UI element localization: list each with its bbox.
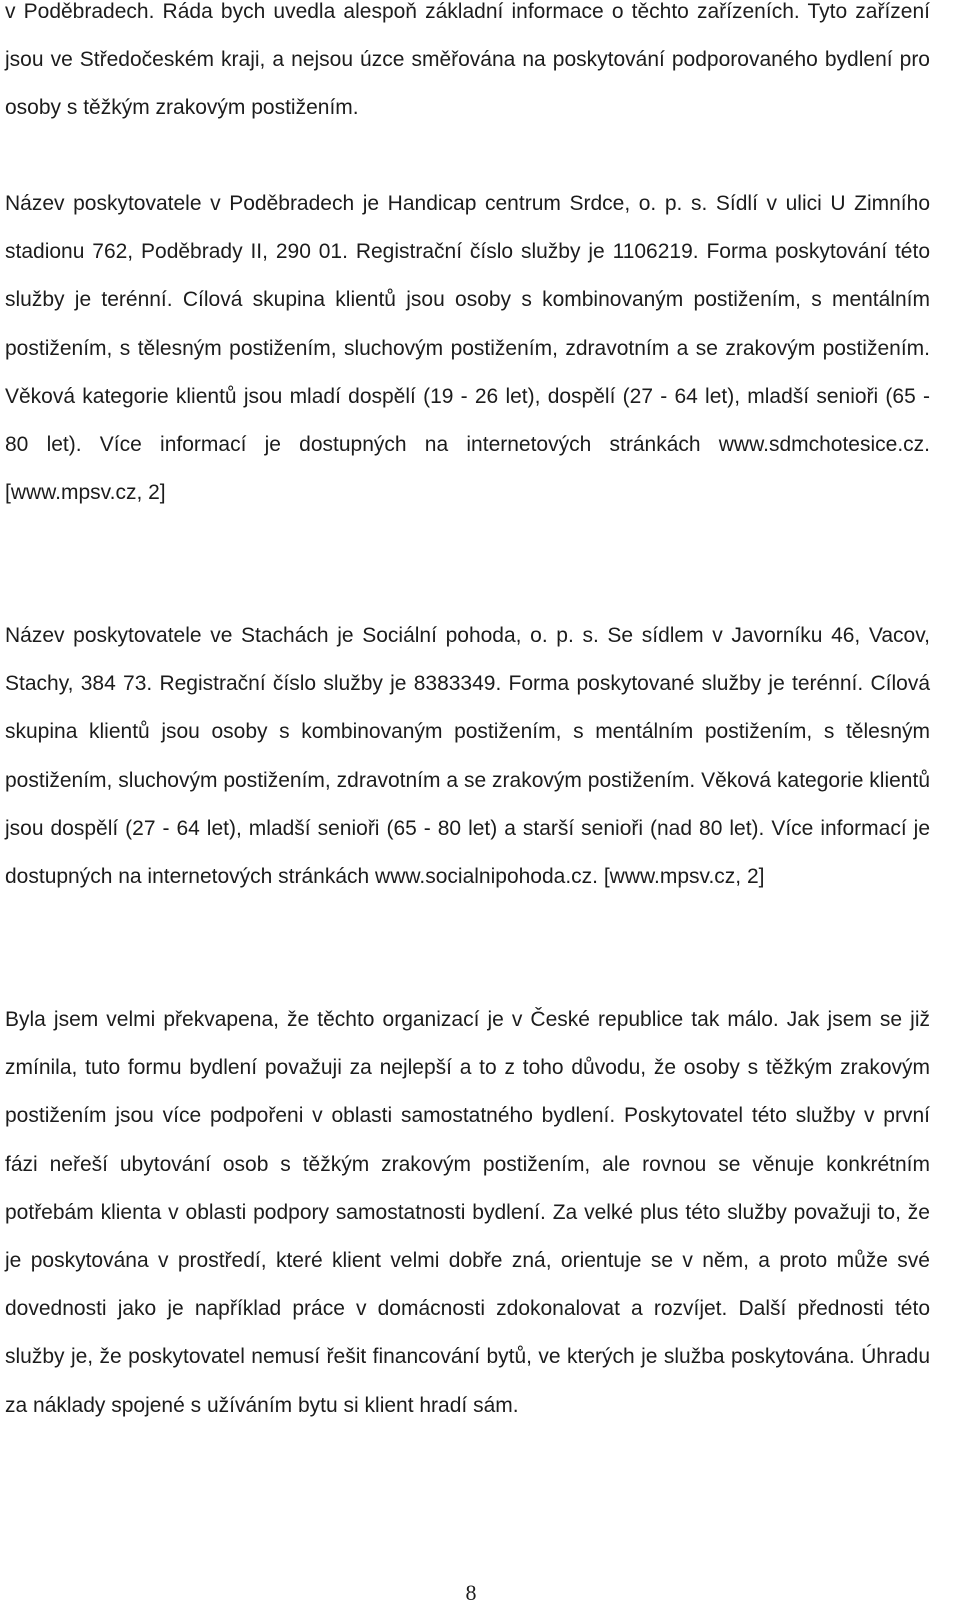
paragraph-handicap-centrum-srdce: Název poskytovatele v Poděbradech je Handicap centrum Srdce, o. p. s. Sídlí v ulici U Zimního stadionu 762, Poděbrady II, 290 01. Registrační číslo služby je 1106219. Forma poskytování této služby je terénní. Cílová skupina klientů jsou osoby s kombinovaným postižením, s mentálním postižením, s tělesným postižením, sluchovým postižením, zdravotním a se zrakovým postižením. Věková kategorie klientů jsou mladí dospělí (19 - 26 let), dospělí (27 - 64 let), mladší senioři (65 - 80 let). Více informací je dostupných na internetových stránkách www.sdmchotesice.cz. [www.mpsv.cz, 2]: [5, 192, 930, 505]
paragraph-author-opinion: Byla jsem velmi překvapena, že těchto organizací je v České republice tak málo. Jak jsem se již zmínila, tuto formu bydlení považuji za nejlepší a to z toho důvodu, že osoby s těžkým zrakovým postižením jsou více podpořeni v oblasti samostatného bydlení. Poskytovatel této služby v první fázi neřeší ubytování osob s těžkým zrakovým postižením, ale rovnou se věnuje konkrétním potřebám klienta v oblasti podpory samostatnosti bydlení. Za velké plus této služby považuji to, že je poskytována v prostředí, které klient velmi dobře zná, orientuje se v něm, a proto může své dovednosti jako je například práce v domácnosti zdokonalovat a rozvíjet. Další přednosti této služby je, že poskytovatel nemusí řešit financování bytů, ve kterých je služba poskytována. Úhradu za náklady spojené s užíváním bytu si klient hradí sám.: [5, 1008, 930, 1417]
paragraph-socialni-pohoda: Název poskytovatele ve Stachách je Sociální pohoda, o. p. s. Se sídlem v Javorníku 46, Vacov, Stachy, 384 73. Registrační číslo služby je 8383349. Forma poskytované služby je terénní. Cílová skupina klientů jsou osoby s kombinovaným postižením, s mentálním postižením, s tělesným postižením, sluchovým postižením, zdravotním a se zrakovým postižením. Věková kategorie klientů jsou dospělí (27 - 64 let), mladší senioři (65 - 80 let) a starší senioři (nad 80 let). Více informací je dostupných na internetových stránkách www.socialnipohoda.cz. [www.mpsv.cz, 2]: [5, 624, 930, 889]
paragraph-intro-continued: v Poděbradech. Ráda bych uvedla alespoň základní informace o těchto zařízeních. Tyto zařízení jsou ve Středočeském kraji, a nejsou úzce směřována na poskytování podporovaného bydlení pro osoby s těžkým zrakovým postižením.: [5, 0, 930, 120]
page-number: 8: [465, 1580, 477, 1605]
